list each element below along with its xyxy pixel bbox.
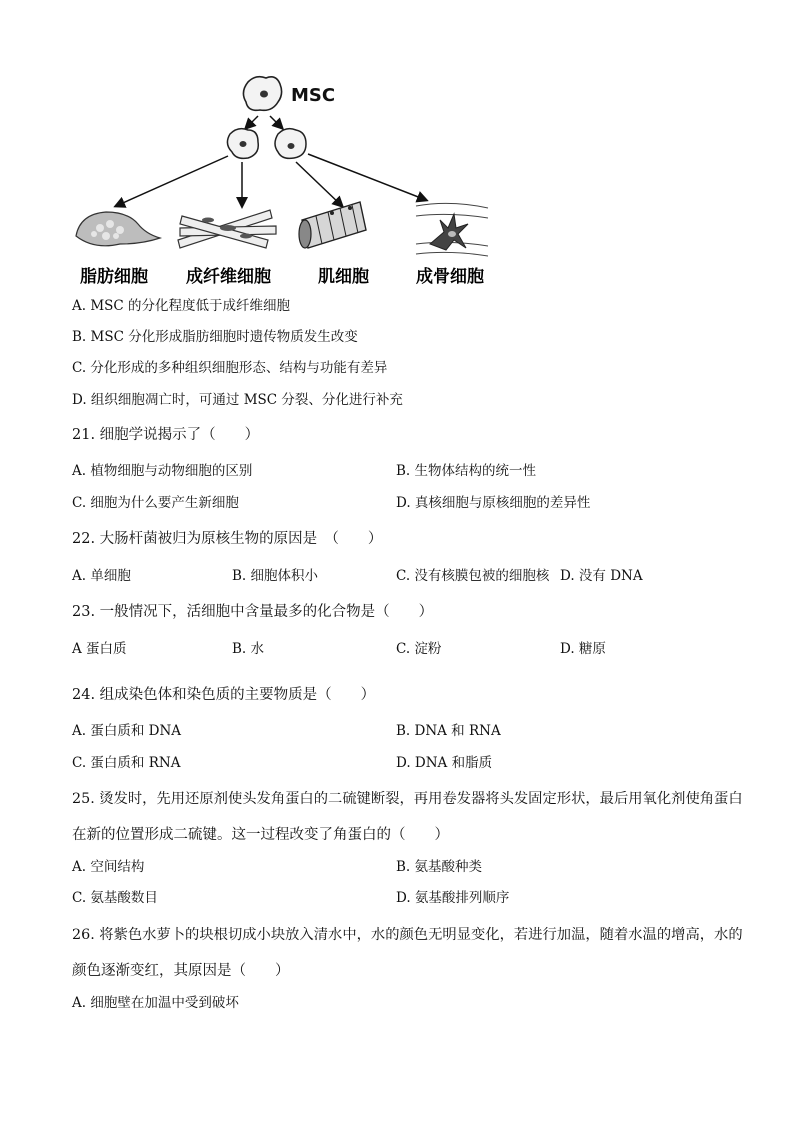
q26-option-a: A. 细胞壁在加温中受到破坏 — [72, 995, 239, 1011]
q23-option-d: D. 糖原 — [560, 641, 606, 657]
q25-option-c: C. 氨基酸数目 — [72, 890, 158, 906]
caption-fat-cell: 脂肪细胞 — [80, 267, 148, 287]
q20-option-b: B. MSC 分化形成脂肪细胞时遗传物质发生改变 — [72, 329, 358, 345]
q23-option-b: B. 水 — [232, 641, 265, 657]
q25-option-b: B. 氨基酸种类 — [396, 859, 483, 875]
fat-cell-drawing — [76, 212, 160, 246]
daughter-cell-left — [227, 129, 258, 159]
q20-option-c: C. 分化形成的多种组织细胞形态、结构与功能有差异 — [72, 360, 388, 376]
muscle-cell-drawing — [299, 202, 366, 248]
q22-option-d: D. 没有 DNA — [560, 568, 643, 584]
q26-stem-line2: 颜色逐渐变红，其原因是（ ） — [72, 963, 290, 979]
q20-option-a: A. MSC 的分化程度低于成纤维细胞 — [72, 298, 291, 314]
q20-option-d: D. 组织细胞凋亡时，可通过 MSC 分裂、分化进行补充 — [72, 392, 403, 408]
q25-option-d: D. 氨基酸排列顺序 — [396, 890, 510, 906]
q23-option-a: A 蛋白质 — [72, 641, 127, 657]
q23-stem: 23. 一般情况下，活细胞中含量最多的化合物是（ ） — [72, 604, 434, 620]
q22-stem: 22. 大肠杆菌被归为原核生物的原因是 （ ） — [72, 531, 383, 547]
daughter-cell-right — [275, 129, 306, 159]
q22-option-a: A. 单细胞 — [72, 568, 131, 584]
q26-stem-line1: 26. 将紫色水萝卜的块根切成小块放入清水中，水的颜色无明显变化，若进行加温，随着水温的增高，水的 — [72, 927, 743, 943]
q21-option-d: D. 真核细胞与原核细胞的差异性 — [396, 495, 591, 511]
caption-fibroblast: 成纤维细胞 — [186, 267, 271, 287]
q25-stem-line1: 25. 烫发时，先用还原剂使头发角蛋白的二硫键断裂，再用卷发器将头发固定形状，最后用氧化剂使角蛋白 — [72, 791, 743, 807]
q21-stem: 21. 细胞学说揭示了（ ） — [72, 427, 260, 443]
msc-differentiation-figure — [70, 68, 510, 290]
bone-cell-drawing — [416, 203, 488, 256]
q24-option-d: D. DNA 和脂质 — [396, 755, 493, 771]
q21-option-b: B. 生物体结构的统一性 — [396, 463, 537, 479]
q21-option-c: C. 细胞为什么要产生新细胞 — [72, 495, 239, 511]
q24-option-c: C. 蛋白质和 RNA — [72, 755, 181, 771]
fibroblast-drawing — [178, 210, 276, 248]
msc-cell — [243, 77, 281, 111]
caption-muscle-cell: 肌细胞 — [318, 267, 369, 287]
q24-option-b: B. DNA 和 RNA — [396, 723, 501, 739]
q23-option-c: C. 淀粉 — [396, 641, 442, 657]
msc-label: MSC — [291, 85, 336, 106]
q24-stem: 24. 组成染色体和染色质的主要物质是（ ） — [72, 687, 376, 703]
q22-option-c: C. 没有核膜包被的细胞核 — [396, 568, 550, 584]
differentiation-diagram — [70, 68, 510, 290]
q22-option-b: B. 细胞体积小 — [232, 568, 319, 584]
q21-option-a: A. 植物细胞与动物细胞的区别 — [72, 463, 253, 479]
caption-bone-cell: 成骨细胞 — [416, 267, 484, 287]
q24-option-a: A. 蛋白质和 DNA — [72, 723, 182, 739]
q25-option-a: A. 空间结构 — [72, 859, 145, 875]
q25-stem-line2: 在新的位置形成二硫键。这一过程改变了角蛋白的（ ） — [72, 827, 449, 843]
